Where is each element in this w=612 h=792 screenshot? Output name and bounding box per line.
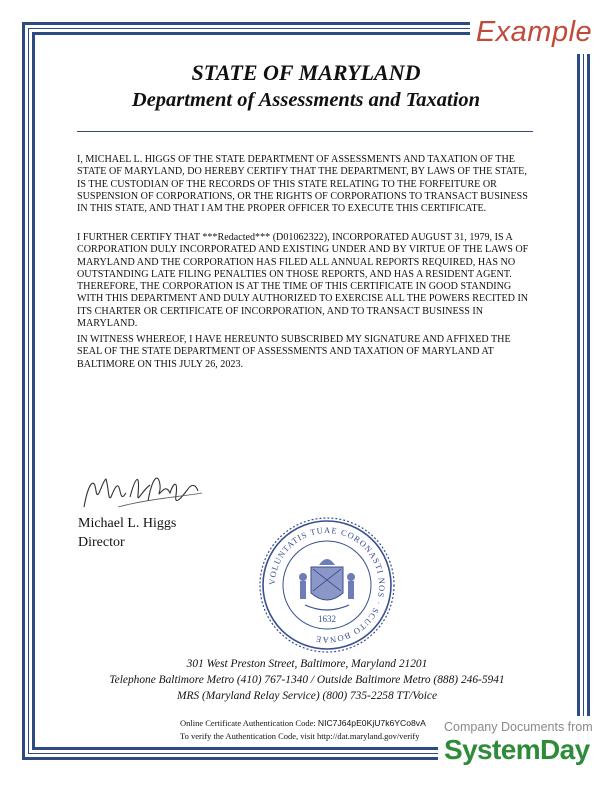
footer-relay-service: MRS (Maryland Relay Service) (800) 735-2258 TT/Voice (176, 690, 437, 702)
state-title: STATE OF MARYLAND (191, 60, 421, 85)
authentication-code-line (180, 718, 426, 728)
seal-year: 1632 (318, 614, 336, 624)
certification-paragraph-2: I FURTHER CERTIFY THAT ***Redacted*** (D01062322), INCORPORATED AUGUST 31, 1979, IS A CORPORATION DULY INCORPORATED AND EXISTING UNDER AND BY VIRTUE OF THE LAWS OF MARYLAND AND THE CORPORATION HAS FILED ALL ANNUAL REPORTS REQUIRED, HAS NO OUTSTANDING LATE FILING PENALTIES ON THOSE REPORTS, AND HAS A RESIDENT AGENT. THEREFORE, THE CORPORATION IS AT THE TIME OF THIS CERTIFICATE IN GOOD STANDING WITH THIS DEPARTMENT AND DULY AUTHORIZED TO EXERCISE ALL THE POWERS RECITED IN ITS CHARTER OR CERTIFICATE OF INCORPORATION, AND TO TRANSACT BUSINESS IN MARYLAND. (77, 232, 529, 330)
footer-address: 301 West Preston Street, Baltimore, Maryland 21201 (186, 658, 428, 670)
director-title: Director (78, 535, 125, 550)
watermark-tagline: Company Documents from (444, 720, 593, 734)
maryland-state-seal (257, 515, 397, 655)
header-divider (77, 131, 533, 132)
systemday-watermark (438, 716, 598, 774)
example-stamp: Example (470, 10, 598, 54)
verify-instructions: To verify the Authentication Code, visit http://dat.maryland.gov/verify (180, 731, 420, 741)
certification-paragraph-1: I, MICHAEL L. HIGGS OF THE STATE DEPARTMENT OF ASSESSMENTS AND TAXATION OF THE STATE OF MARYLAND, DO HEREBY CERTIFY THAT THE DEPARTMENT, BY LAWS OF THE STATE, IS THE CUSTODIAN OF THE RECORDS OF THIS STATE RELATING TO THE FORFEITURE OR SUSPENSION OF CORPORATIONS, OR THE RIGHTS OF CORPORATIONS TO TRANSACT BUSINESS IN THIS STATE, AND THAT I AM THE PROPER OFFICER TO EXECUTE THIS CERTIFICATE. (77, 154, 528, 215)
department-title: Department of Assessments and Taxation (131, 89, 481, 111)
witness-paragraph: IN WITNESS WHEREOF, I HAVE HEREUNTO SUBSCRIBED MY SIGNATURE AND AFFIXED THE SEAL OF THE STATE DEPARTMENT OF ASSESSMENTS AND TAXATION OF MARYLAND AT BALTIMORE ON THIS JULY 26, 2023. (77, 334, 511, 370)
watermark-brand: SystemDay (444, 734, 590, 765)
director-name: Michael L. Higgs (78, 516, 177, 531)
director-signature (78, 467, 208, 515)
footer-telephone: Telephone Baltimore Metro (410) 767-1340 / Outside Baltimore Metro (888) 246-5941 (109, 674, 505, 686)
authentication-code-label: Online Certificate Authentication Code: (180, 718, 318, 728)
seal-ring-text: VOLUNTATIS TUAE CORONASTI NOS · SCUTO BONAE (266, 524, 388, 646)
authentication-code-value: NIC7J64pE0KjU7k6YCo8vA (317, 718, 426, 728)
